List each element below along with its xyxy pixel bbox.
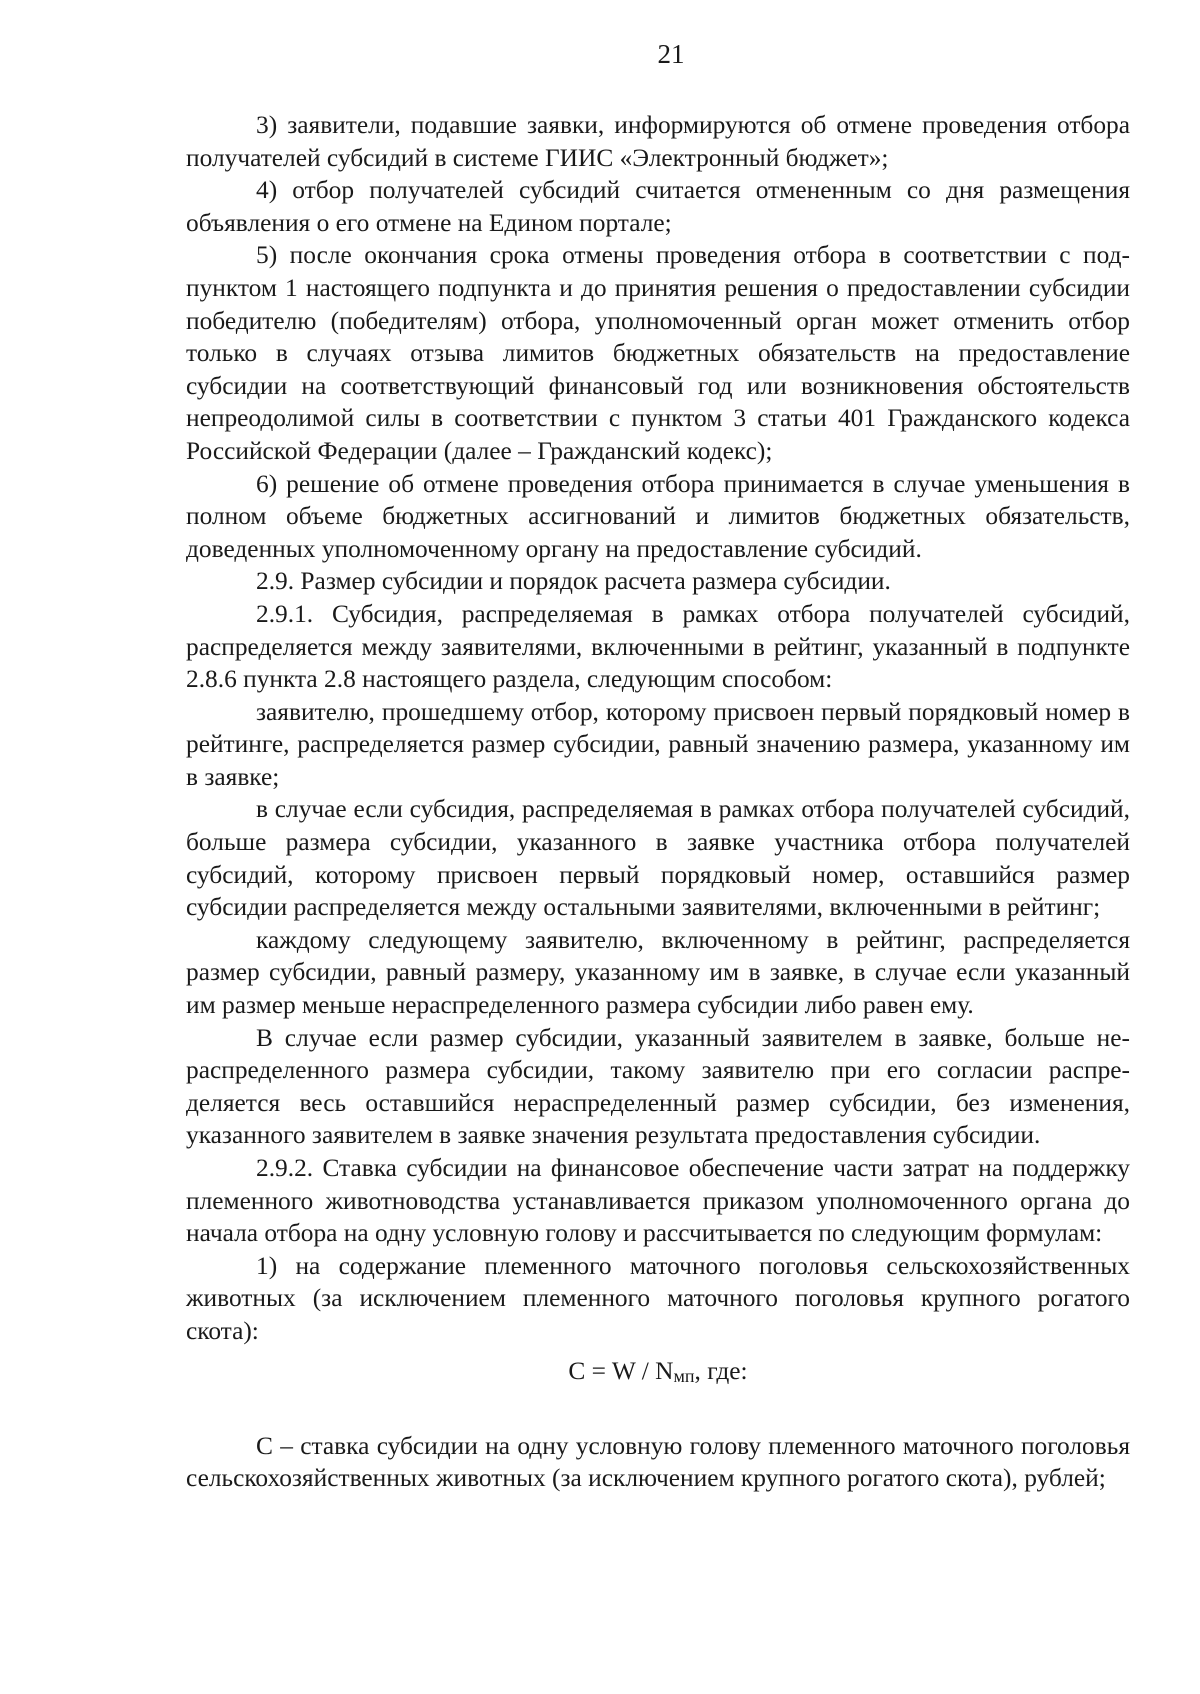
paragraph: 2.9.2. Ставка субсидии на финансовое обеспечение части затрат на поддержку племенного животноводства устанавливается приказом уполномоченного органа до начала отбора на одну условную голову и рассчитывается по следующим формулам: <box>186 1154 1130 1248</box>
document-body <box>186 109 1130 1495</box>
paragraph: В случае если размер субсидии, указанный заявителем в заявке, больше нераспределенного размера субсидии, такому заявителю при его согласии распределяется весь оставшийся нераспределенный размер субсидии, без изменения, указанного заявителем в заявке значения результата предоставления субсидии. <box>186 1023 1130 1150</box>
paragraph: 2.9.1. Субсидия, распределяемая в рамках отбора получателей субсидий, распределяется между заявителями, включенными в рейтинг, указанный в подпункте 2.8.6 пункта 2.8 настоящего раздела, следующим способом: <box>186 599 1130 694</box>
paragraph: в случае если субсидия, распределяемая в рамках отбора получателей субсидий, больше размера субсидии, указанного в заявке участника отбора получателей субсидий, которому присвоен первый порядковый номер, оставшийся размер субсидии распределяется между остальными заявителями, включенными в рейтинг; <box>186 795 1130 922</box>
paragraph: 1) на содержание племенного маточного поголовья сельскохозяйственных животных (за исключением племенного маточного поголовья крупного рогатого скота): <box>186 1251 1130 1345</box>
paragraph: 5) после окончания срока отмены проведения отбора в соответствии с подпунктом 1 настоящего подпункта и до принятия решения о предоставлении субсидии победителю (победителям) отбора, уполномоченный орган может отменить отбор только в случаях отзыва лимитов бюджетных обязательств на предоставление субсидии на соответствующий финансовый год или возникновения обстоятельств непреодолимой силы в соответствии с пунктом 3 статьи 401 Гражданского кодекса Российской Федерации (далее – Гражданский кодекс); <box>186 241 1130 465</box>
paragraph: 3) заявители, подавшие заявки, информируются об отмене проведения отбора получателей субсидий в системе ГИИС «Электронный бюджет»; <box>186 111 1130 172</box>
formula-subscript: мп <box>673 1365 695 1386</box>
formula-lhs: C = W / N <box>568 1356 674 1385</box>
paragraph: C – ставка субсидии на одну условную голову племенного маточного поголовья сельскохозяйственных животных (за исключением крупного рогатого скота), рублей; <box>186 1431 1130 1493</box>
page-number: 21 <box>657 39 685 69</box>
paragraph: 6) решение об отмене проведения отбора принимается в случае уменьшения в полном объеме бюджетных ассигнований и лимитов бюджетных обязательств, доведенных уполномоченному органу на предоставление субсидий. <box>186 469 1130 563</box>
paragraph: каждому следующему заявителю, включенному в рейтинг, распределяется размер субсидии, равный размеру, указанному им в заявке, в случае если указанный им размер меньше нераспределенного размера субсидии либо равен ему. <box>186 925 1130 1020</box>
formula <box>186 1354 1130 1388</box>
formula-rhs: , где: <box>694 1356 748 1385</box>
section-heading: 2.9. Размер субсидии и порядок расчета размера субсидии. <box>256 567 891 596</box>
paragraph: заявителю, прошедшему отбор, которому присвоен первый порядковый номер в рейтинге, распределяется размер субсидии, равный значению размера, указанному им в заявке; <box>186 697 1130 791</box>
paragraph: 4) отбор получателей субсидий считается отмененным со дня размещения объявления о его отмене на Едином портале; <box>186 176 1130 237</box>
